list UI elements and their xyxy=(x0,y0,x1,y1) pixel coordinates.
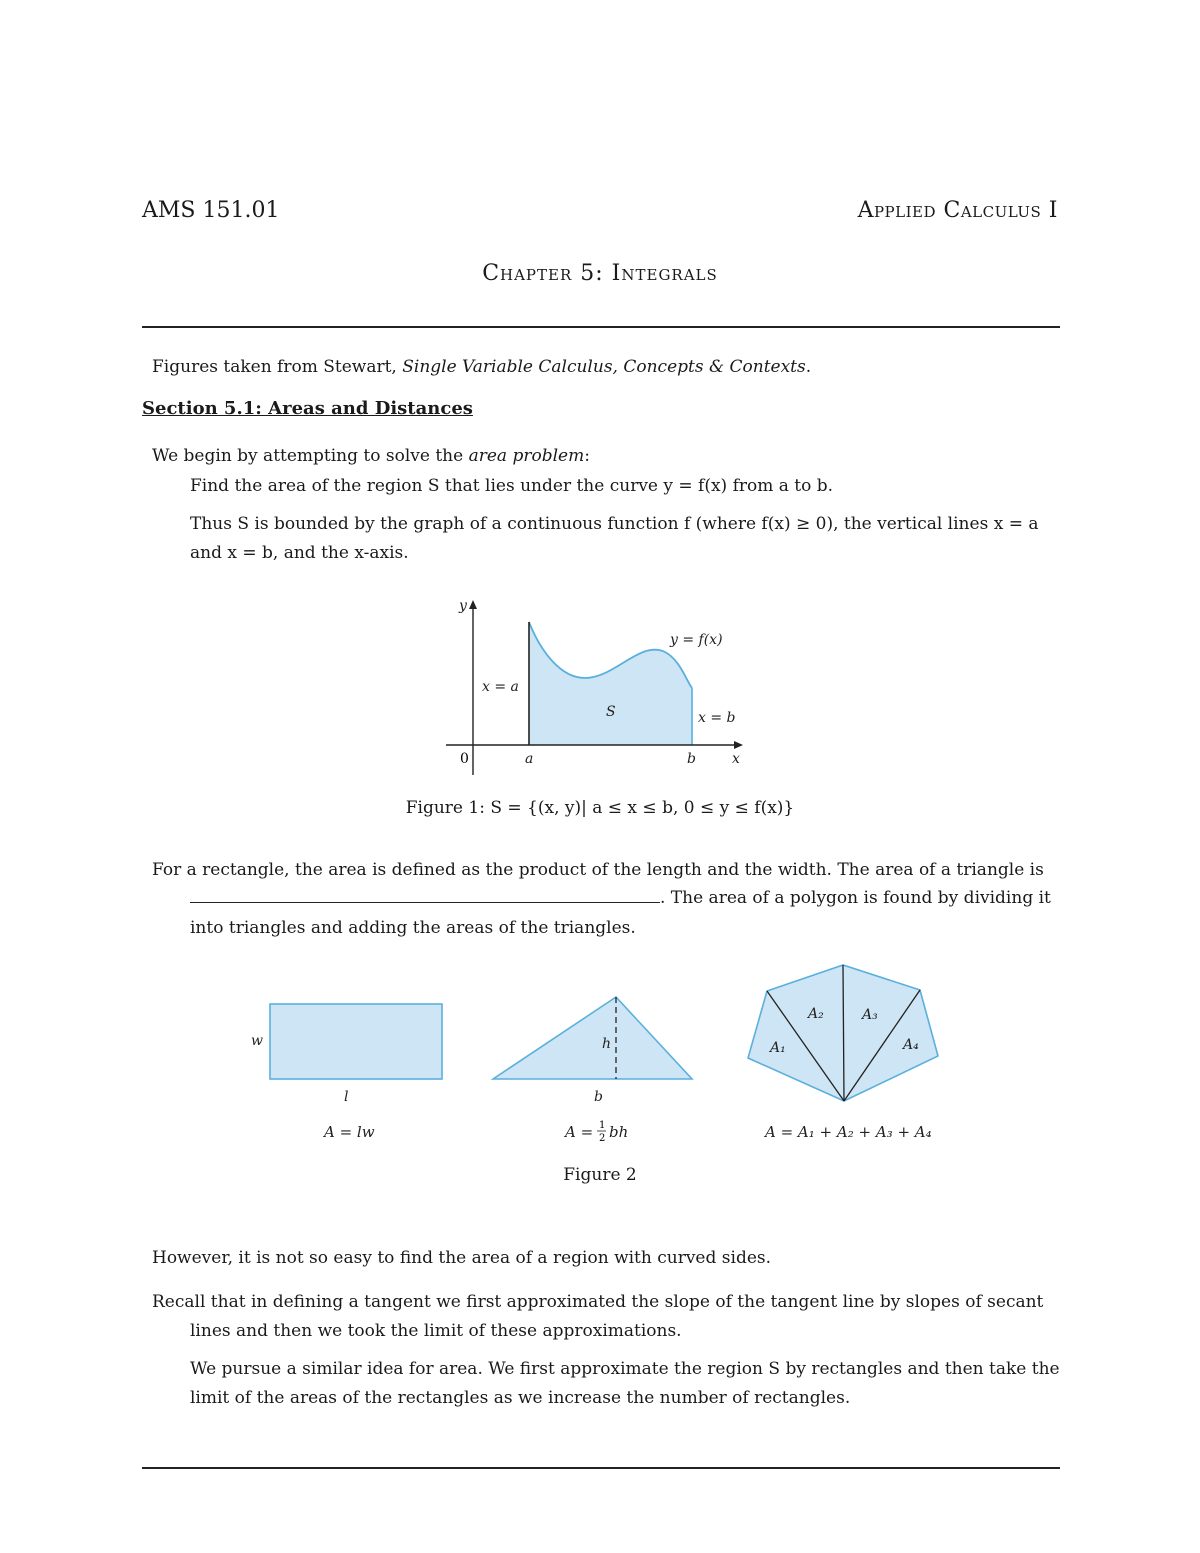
y-axis-label: y xyxy=(459,598,467,614)
poly-label-a4: A₄ xyxy=(903,1037,919,1053)
areas-line3: into triangles and adding the areas of the triangles. xyxy=(190,918,636,938)
poly-label-a3: A₃ xyxy=(862,1007,878,1023)
intro-problem: Find the area of the region S that lies under the curve y = f(x) from a to b. xyxy=(190,476,834,496)
region-s-fill xyxy=(529,622,692,745)
source-prefix: Figures taken from Stewart, xyxy=(152,357,397,377)
rectangle-shape xyxy=(270,1004,442,1079)
figure-1-caption: Figure 1: S = {(x, y)| a ≤ x ≤ b, 0 ≤ y ≤ f(x)} xyxy=(405,798,795,818)
intro-colon: : xyxy=(584,446,590,466)
triangle-area-blank[interactable] xyxy=(190,888,660,903)
poly-label-a1: A₁ xyxy=(770,1040,786,1056)
left-line-label: x = a xyxy=(482,679,519,695)
right-line-label: x = b xyxy=(698,710,736,726)
poly-formula: A = A₁ + A₂ + A₃ + A₄ xyxy=(765,1123,932,1141)
course-title: Applied Calculus I xyxy=(857,198,1058,223)
tri-formula-suffix: bh xyxy=(609,1123,629,1141)
figure-1 xyxy=(440,590,760,780)
tri-frac-den: 2 xyxy=(599,1133,606,1144)
recall-line2: lines and then we took the limit of these approximations. xyxy=(190,1321,682,1341)
areas-line2-text: . The area of a polygon is found by dividing it xyxy=(660,888,1051,908)
tri-height-label: h xyxy=(602,1036,612,1052)
closing-line1: However, it is not so easy to find the area of a region with curved sides. xyxy=(152,1248,772,1268)
areas-line1: For a rectangle, the area is defined as the product of the length and the width. The area of a triangle is xyxy=(152,860,1044,880)
pursue-line2: limit of the areas of the rectangles as we increase the number of rectangles. xyxy=(190,1388,851,1408)
source-book: Single Variable Calculus, Concepts & Contexts xyxy=(402,357,806,377)
x-axis-label: x xyxy=(732,751,740,767)
poly-label-a2: A₂ xyxy=(808,1006,824,1022)
region-label: S xyxy=(606,704,616,720)
rect-formula: A = lw xyxy=(324,1123,375,1141)
areas-line2 xyxy=(190,884,1051,913)
intro-lead xyxy=(152,442,590,471)
intro-bounded-line1: Thus S is bounded by the graph of a continuous function f (where f(x) ≥ 0), the vertical lines x = a xyxy=(190,514,1039,534)
source-suffix: . xyxy=(805,357,812,377)
header-rule xyxy=(142,326,1060,328)
rect-length-label: l xyxy=(344,1089,349,1105)
footer-rule xyxy=(142,1467,1060,1469)
section-heading: Section 5.1: Areas and Distances xyxy=(142,398,473,419)
intro-lead-text: We begin by attempting to solve the xyxy=(152,446,464,466)
curve-label: y = f(x) xyxy=(670,632,723,648)
chapter-title: Chapter 5: Integrals xyxy=(482,261,718,286)
tri-frac-num: 1 xyxy=(599,1120,606,1131)
pursue-line1: We pursue a similar idea for area. We first approximate the region S by rectangles and then take the xyxy=(190,1359,1060,1379)
origin-label: 0 xyxy=(460,751,469,767)
source-line xyxy=(152,353,811,382)
b-tick-label: b xyxy=(687,751,696,767)
course-code: AMS 151.01 xyxy=(142,198,280,223)
x-axis-arrow xyxy=(734,741,743,749)
y-axis-arrow xyxy=(469,600,477,609)
intro-bounded-line2: and x = b, and the x-axis. xyxy=(190,543,409,563)
rect-width-label: w xyxy=(251,1033,263,1049)
recall-line1: Recall that in defining a tangent we first approximated the slope of the tangent line by slopes of secant xyxy=(152,1292,1044,1312)
figure-2-caption: Figure 2 xyxy=(563,1165,637,1185)
triangle-shape xyxy=(493,997,692,1079)
tri-formula-prefix: A = xyxy=(565,1123,594,1141)
intro-term: area problem xyxy=(468,446,585,466)
tri-formula xyxy=(563,1120,628,1144)
figure-2 xyxy=(240,958,960,1148)
tri-base-label: b xyxy=(594,1089,603,1105)
a-tick-label: a xyxy=(525,751,534,767)
